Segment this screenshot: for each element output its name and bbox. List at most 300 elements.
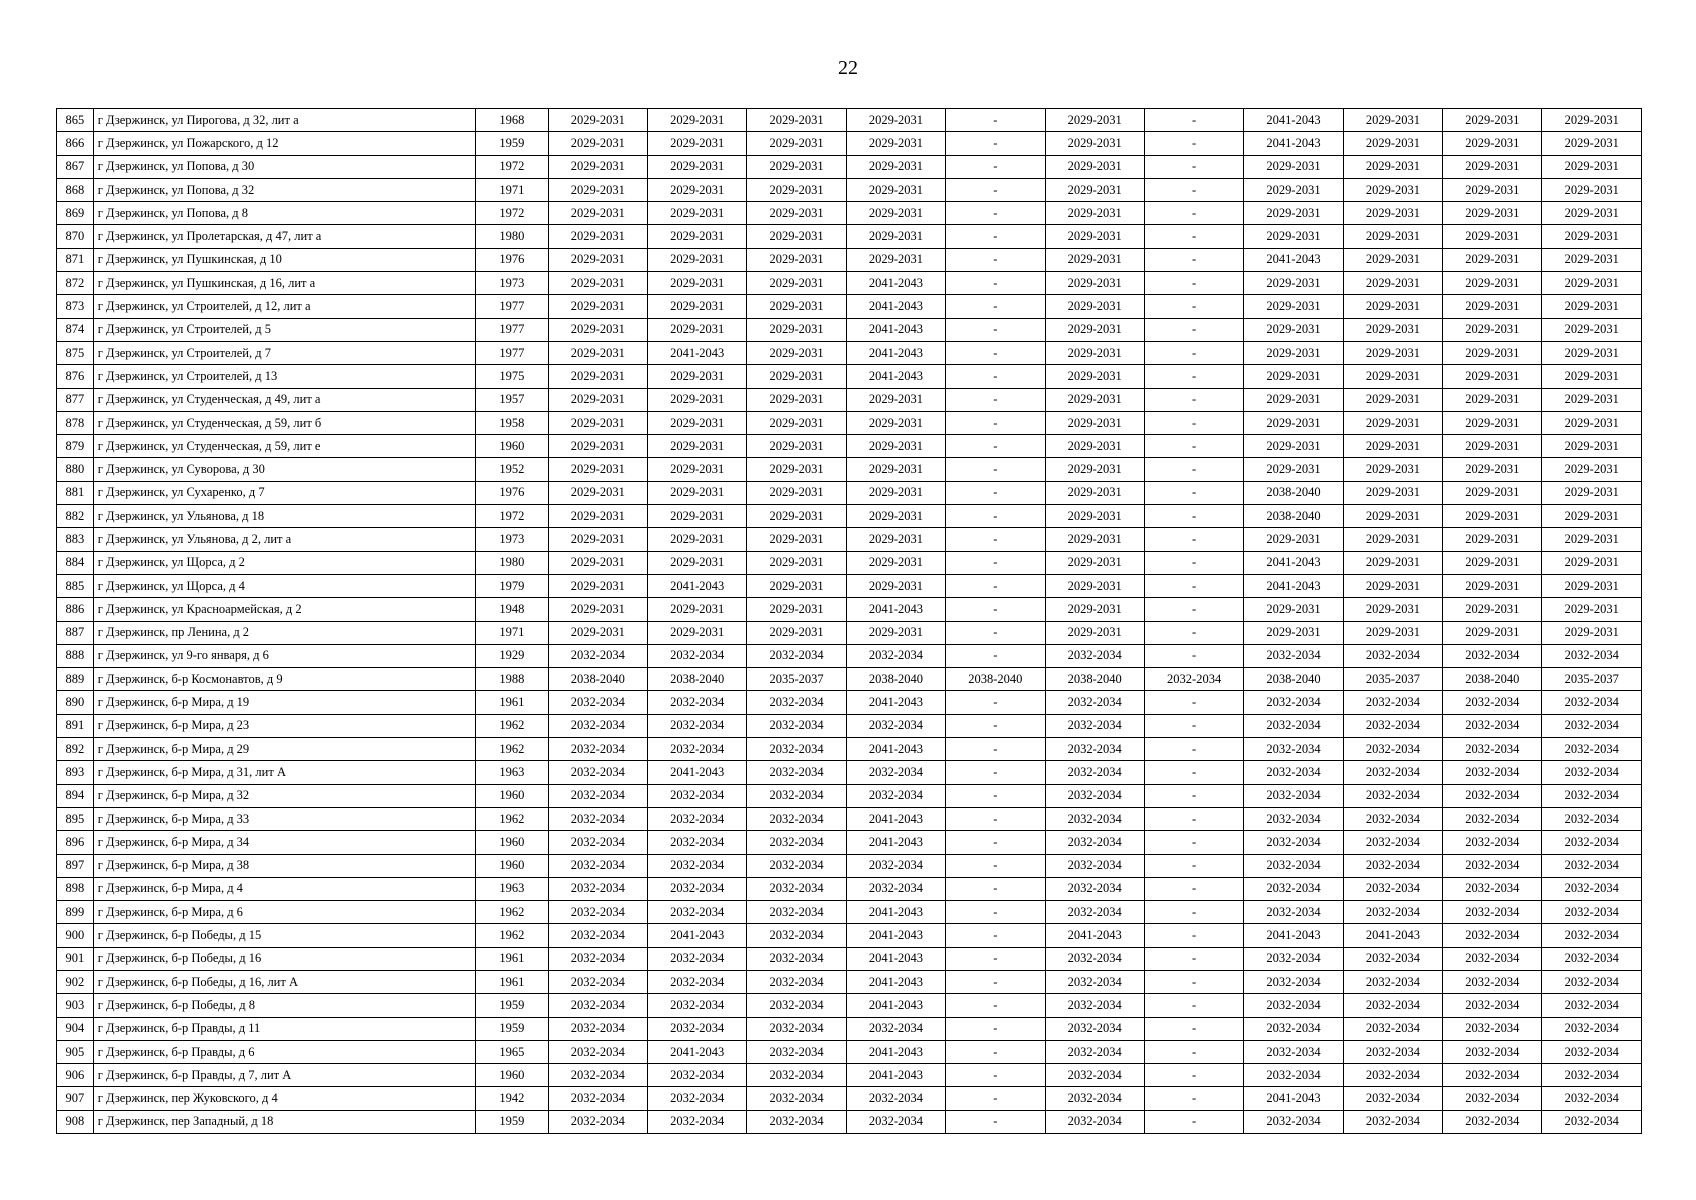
- cell-period-10: 2032-2034: [1443, 807, 1542, 830]
- cell-period-5: -: [946, 248, 1045, 271]
- cell-period-2: 2032-2034: [647, 1087, 746, 1110]
- cell-period-9: 2032-2034: [1343, 784, 1442, 807]
- cell-address: г Дзержинск, пер Западный, д 18: [93, 1110, 475, 1133]
- cell-period-10: 2029-2031: [1443, 248, 1542, 271]
- cell-period-9: 2029-2031: [1343, 388, 1442, 411]
- cell-period-8: 2032-2034: [1244, 970, 1343, 993]
- cell-period-10: 2029-2031: [1443, 155, 1542, 178]
- cell-address: г Дзержинск, ул Щорса, д 2: [93, 551, 475, 574]
- table-row: [57, 481, 1642, 504]
- cell-period-9: 2029-2031: [1343, 574, 1442, 597]
- cell-period-2: 2041-2043: [647, 1040, 746, 1063]
- cell-period-5: -: [946, 784, 1045, 807]
- cell-period-4: 2029-2031: [846, 225, 945, 248]
- cell-period-10: 2032-2034: [1443, 970, 1542, 993]
- cell-period-11: 2032-2034: [1542, 1040, 1642, 1063]
- cell-address: г Дзержинск, б-р Космонавтов, д 9: [93, 668, 475, 691]
- cell-period-1: 2029-2031: [548, 528, 647, 551]
- cell-period-10: 2029-2031: [1443, 295, 1542, 318]
- table-row: [57, 784, 1642, 807]
- cell-period-8: 2041-2043: [1244, 132, 1343, 155]
- cell-period-8: 2029-2031: [1244, 458, 1343, 481]
- cell-row-number: 878: [57, 411, 94, 434]
- cell-period-4: 2032-2034: [846, 1017, 945, 1040]
- cell-period-4: 2041-2043: [846, 994, 945, 1017]
- cell-period-11: 2035-2037: [1542, 668, 1642, 691]
- cell-period-5: -: [946, 1040, 1045, 1063]
- cell-build-year: 1962: [476, 714, 548, 737]
- cell-row-number: 902: [57, 970, 94, 993]
- cell-period-8: 2032-2034: [1244, 644, 1343, 667]
- cell-period-9: 2041-2043: [1343, 924, 1442, 947]
- cell-period-2: 2029-2031: [647, 388, 746, 411]
- cell-period-8: 2041-2043: [1244, 924, 1343, 947]
- cell-period-7: -: [1144, 947, 1243, 970]
- cell-build-year: 1957: [476, 388, 548, 411]
- cell-period-5: -: [946, 574, 1045, 597]
- cell-period-10: 2029-2031: [1443, 598, 1542, 621]
- cell-period-3: 2029-2031: [747, 505, 846, 528]
- cell-period-1: 2032-2034: [548, 1087, 647, 1110]
- cell-period-5: -: [946, 551, 1045, 574]
- cell-period-1: 2029-2031: [548, 318, 647, 341]
- cell-period-8: 2032-2034: [1244, 761, 1343, 784]
- cell-row-number: 875: [57, 341, 94, 364]
- cell-period-5: -: [946, 435, 1045, 458]
- cell-period-7: -: [1144, 225, 1243, 248]
- cell-row-number: 882: [57, 505, 94, 528]
- cell-build-year: 1959: [476, 994, 548, 1017]
- cell-period-11: 2032-2034: [1542, 1017, 1642, 1040]
- cell-period-4: 2032-2034: [846, 1087, 945, 1110]
- cell-period-4: 2041-2043: [846, 924, 945, 947]
- cell-period-9: 2032-2034: [1343, 761, 1442, 784]
- table-row: [57, 854, 1642, 877]
- cell-period-10: 2029-2031: [1443, 318, 1542, 341]
- cell-period-11: 2032-2034: [1542, 854, 1642, 877]
- cell-period-6: 2029-2031: [1045, 551, 1144, 574]
- cell-period-7: -: [1144, 341, 1243, 364]
- cell-row-number: 866: [57, 132, 94, 155]
- table-row: [57, 598, 1642, 621]
- cell-row-number: 900: [57, 924, 94, 947]
- cell-period-6: 2032-2034: [1045, 901, 1144, 924]
- cell-period-9: 2032-2034: [1343, 691, 1442, 714]
- cell-build-year: 1963: [476, 877, 548, 900]
- cell-build-year: 1972: [476, 155, 548, 178]
- cell-period-7: -: [1144, 272, 1243, 295]
- cell-period-3: 2032-2034: [747, 644, 846, 667]
- cell-row-number: 898: [57, 877, 94, 900]
- cell-period-9: 2032-2034: [1343, 714, 1442, 737]
- cell-period-2: 2029-2031: [647, 528, 746, 551]
- cell-period-6: 2032-2034: [1045, 1040, 1144, 1063]
- cell-period-4: 2029-2031: [846, 481, 945, 504]
- cell-period-5: -: [946, 901, 1045, 924]
- cell-address: г Дзержинск, пер Жуковского, д 4: [93, 1087, 475, 1110]
- cell-period-3: 2032-2034: [747, 854, 846, 877]
- cell-period-10: 2032-2034: [1443, 1017, 1542, 1040]
- cell-period-9: 2029-2031: [1343, 109, 1442, 132]
- table-row: [57, 341, 1642, 364]
- cell-period-9: 2032-2034: [1343, 901, 1442, 924]
- cell-period-7: -: [1144, 854, 1243, 877]
- cell-period-2: 2032-2034: [647, 994, 746, 1017]
- cell-period-8: 2029-2031: [1244, 435, 1343, 458]
- cell-period-2: 2032-2034: [647, 1110, 746, 1133]
- cell-period-11: 2029-2031: [1542, 505, 1642, 528]
- cell-period-3: 2032-2034: [747, 901, 846, 924]
- cell-address: г Дзержинск, б-р Правды, д 11: [93, 1017, 475, 1040]
- cell-period-9: 2029-2031: [1343, 435, 1442, 458]
- cell-period-8: 2041-2043: [1244, 574, 1343, 597]
- cell-period-9: 2032-2034: [1343, 1017, 1442, 1040]
- cell-period-8: 2032-2034: [1244, 691, 1343, 714]
- cell-period-4: 2041-2043: [846, 1064, 945, 1087]
- cell-build-year: 1968: [476, 109, 548, 132]
- cell-period-2: 2032-2034: [647, 970, 746, 993]
- cell-address: г Дзержинск, ул 9-го января, д 6: [93, 644, 475, 667]
- cell-address: г Дзержинск, б-р Победы, д 8: [93, 994, 475, 1017]
- cell-period-5: -: [946, 598, 1045, 621]
- cell-period-4: 2032-2034: [846, 854, 945, 877]
- cell-period-5: -: [946, 854, 1045, 877]
- cell-period-3: 2032-2034: [747, 1017, 846, 1040]
- table-row: [57, 505, 1642, 528]
- cell-period-11: 2029-2031: [1542, 178, 1642, 201]
- cell-row-number: 871: [57, 248, 94, 271]
- cell-row-number: 895: [57, 807, 94, 830]
- cell-period-1: 2029-2031: [548, 155, 647, 178]
- cell-period-9: 2029-2031: [1343, 365, 1442, 388]
- cell-period-9: 2032-2034: [1343, 807, 1442, 830]
- cell-row-number: 893: [57, 761, 94, 784]
- cell-period-9: 2029-2031: [1343, 272, 1442, 295]
- cell-period-9: 2032-2034: [1343, 1110, 1442, 1133]
- cell-period-8: 2032-2034: [1244, 901, 1343, 924]
- cell-period-5: -: [946, 644, 1045, 667]
- cell-period-6: 2029-2031: [1045, 388, 1144, 411]
- cell-period-10: 2032-2034: [1443, 761, 1542, 784]
- cell-row-number: 881: [57, 481, 94, 504]
- cell-period-3: 2032-2034: [747, 714, 846, 737]
- table-row: [57, 901, 1642, 924]
- cell-period-3: 2029-2031: [747, 481, 846, 504]
- cell-period-4: 2029-2031: [846, 411, 945, 434]
- cell-period-7: -: [1144, 109, 1243, 132]
- cell-period-7: -: [1144, 551, 1243, 574]
- cell-period-7: -: [1144, 1064, 1243, 1087]
- table-row: [57, 528, 1642, 551]
- cell-period-6: 2029-2031: [1045, 481, 1144, 504]
- table-row: [57, 738, 1642, 761]
- cell-period-9: 2029-2031: [1343, 248, 1442, 271]
- cell-address: г Дзержинск, б-р Мира, д 29: [93, 738, 475, 761]
- housing-registry-table: [56, 108, 1642, 1134]
- cell-period-3: 2032-2034: [747, 1110, 846, 1133]
- cell-period-6: 2032-2034: [1045, 947, 1144, 970]
- cell-build-year: 1976: [476, 248, 548, 271]
- cell-period-8: 2041-2043: [1244, 1087, 1343, 1110]
- cell-period-6: 2029-2031: [1045, 458, 1144, 481]
- cell-row-number: 877: [57, 388, 94, 411]
- cell-period-4: 2041-2043: [846, 295, 945, 318]
- cell-period-2: 2029-2031: [647, 598, 746, 621]
- cell-period-10: 2032-2034: [1443, 714, 1542, 737]
- cell-period-11: 2029-2031: [1542, 341, 1642, 364]
- table-row: [57, 388, 1642, 411]
- cell-period-5: -: [946, 831, 1045, 854]
- cell-address: г Дзержинск, ул Пирогова, д 32, лит а: [93, 109, 475, 132]
- cell-period-10: 2032-2034: [1443, 901, 1542, 924]
- cell-period-6: 2032-2034: [1045, 831, 1144, 854]
- cell-period-4: 2041-2043: [846, 691, 945, 714]
- cell-period-7: -: [1144, 970, 1243, 993]
- cell-period-2: 2032-2034: [647, 738, 746, 761]
- cell-period-10: 2032-2034: [1443, 947, 1542, 970]
- table-row: [57, 551, 1642, 574]
- cell-address: г Дзержинск, ул Пожарского, д 12: [93, 132, 475, 155]
- cell-row-number: 873: [57, 295, 94, 318]
- cell-period-11: 2032-2034: [1542, 1110, 1642, 1133]
- cell-period-2: 2029-2031: [647, 551, 746, 574]
- cell-address: г Дзержинск, б-р Победы, д 16, лит А: [93, 970, 475, 993]
- cell-period-9: 2029-2031: [1343, 598, 1442, 621]
- cell-period-8: 2029-2031: [1244, 621, 1343, 644]
- cell-period-2: 2029-2031: [647, 178, 746, 201]
- cell-row-number: 890: [57, 691, 94, 714]
- cell-period-8: 2032-2034: [1244, 877, 1343, 900]
- cell-period-5: -: [946, 994, 1045, 1017]
- cell-row-number: 896: [57, 831, 94, 854]
- cell-period-4: 2029-2031: [846, 132, 945, 155]
- cell-period-3: 2029-2031: [747, 341, 846, 364]
- cell-period-2: 2032-2034: [647, 831, 746, 854]
- cell-period-5: -: [946, 155, 1045, 178]
- cell-address: г Дзержинск, б-р Мира, д 31, лит А: [93, 761, 475, 784]
- cell-period-3: 2029-2031: [747, 272, 846, 295]
- cell-period-8: 2029-2031: [1244, 341, 1343, 364]
- cell-period-9: 2029-2031: [1343, 132, 1442, 155]
- cell-period-3: 2029-2031: [747, 411, 846, 434]
- cell-period-6: 2032-2034: [1045, 854, 1144, 877]
- cell-period-6: 2041-2043: [1045, 924, 1144, 947]
- cell-build-year: 1977: [476, 295, 548, 318]
- cell-build-year: 1977: [476, 318, 548, 341]
- cell-period-7: -: [1144, 1017, 1243, 1040]
- cell-row-number: 874: [57, 318, 94, 341]
- cell-period-7: -: [1144, 1110, 1243, 1133]
- cell-period-9: 2032-2034: [1343, 877, 1442, 900]
- table-row: [57, 574, 1642, 597]
- cell-period-9: 2032-2034: [1343, 644, 1442, 667]
- cell-period-2: 2029-2031: [647, 318, 746, 341]
- cell-period-8: 2029-2031: [1244, 528, 1343, 551]
- table-row: [57, 1040, 1642, 1063]
- cell-period-5: -: [946, 947, 1045, 970]
- cell-period-9: 2032-2034: [1343, 831, 1442, 854]
- cell-address: г Дзержинск, ул Попова, д 8: [93, 202, 475, 225]
- cell-period-8: 2032-2034: [1244, 831, 1343, 854]
- table-row: [57, 1110, 1642, 1133]
- cell-row-number: 879: [57, 435, 94, 458]
- cell-period-6: 2029-2031: [1045, 109, 1144, 132]
- cell-period-1: 2029-2031: [548, 109, 647, 132]
- cell-row-number: 899: [57, 901, 94, 924]
- cell-period-1: 2038-2040: [548, 668, 647, 691]
- cell-period-7: -: [1144, 155, 1243, 178]
- table-row: [57, 109, 1642, 132]
- cell-period-3: 2029-2031: [747, 388, 846, 411]
- cell-period-1: 2029-2031: [548, 272, 647, 295]
- cell-row-number: 885: [57, 574, 94, 597]
- cell-period-2: 2032-2034: [647, 854, 746, 877]
- cell-period-6: 2032-2034: [1045, 1087, 1144, 1110]
- cell-address: г Дзержинск, ул Пролетарская, д 47, лит а: [93, 225, 475, 248]
- cell-period-3: 2029-2031: [747, 225, 846, 248]
- cell-period-1: 2029-2031: [548, 341, 647, 364]
- cell-address: г Дзержинск, б-р Победы, д 16: [93, 947, 475, 970]
- cell-period-1: 2032-2034: [548, 714, 647, 737]
- cell-period-7: -: [1144, 505, 1243, 528]
- cell-address: г Дзержинск, б-р Мира, д 34: [93, 831, 475, 854]
- cell-period-3: 2029-2031: [747, 132, 846, 155]
- cell-period-4: 2041-2043: [846, 318, 945, 341]
- cell-period-1: 2032-2034: [548, 924, 647, 947]
- cell-period-2: 2029-2031: [647, 295, 746, 318]
- cell-period-7: -: [1144, 318, 1243, 341]
- table-row: [57, 155, 1642, 178]
- table-row: [57, 1064, 1642, 1087]
- cell-period-11: 2029-2031: [1542, 574, 1642, 597]
- cell-build-year: 1952: [476, 458, 548, 481]
- cell-period-3: 2029-2031: [747, 155, 846, 178]
- cell-build-year: 1960: [476, 854, 548, 877]
- cell-period-11: 2029-2031: [1542, 202, 1642, 225]
- cell-build-year: 1960: [476, 1064, 548, 1087]
- cell-period-3: 2029-2031: [747, 621, 846, 644]
- cell-period-10: 2032-2034: [1443, 691, 1542, 714]
- cell-period-1: 2029-2031: [548, 132, 647, 155]
- cell-period-6: 2029-2031: [1045, 248, 1144, 271]
- cell-period-1: 2032-2034: [548, 807, 647, 830]
- cell-row-number: 906: [57, 1064, 94, 1087]
- cell-period-7: -: [1144, 598, 1243, 621]
- cell-period-4: 2029-2031: [846, 178, 945, 201]
- cell-build-year: 1976: [476, 481, 548, 504]
- cell-build-year: 1980: [476, 551, 548, 574]
- cell-period-3: 2032-2034: [747, 784, 846, 807]
- cell-period-2: 2029-2031: [647, 225, 746, 248]
- cell-period-9: 2029-2031: [1343, 155, 1442, 178]
- cell-build-year: 1979: [476, 574, 548, 597]
- cell-period-3: 2029-2031: [747, 574, 846, 597]
- cell-period-6: 2032-2034: [1045, 761, 1144, 784]
- cell-period-1: 2029-2031: [548, 365, 647, 388]
- cell-period-10: 2032-2034: [1443, 994, 1542, 1017]
- cell-period-7: -: [1144, 621, 1243, 644]
- cell-build-year: 1962: [476, 924, 548, 947]
- cell-period-2: 2032-2034: [647, 1017, 746, 1040]
- cell-address: г Дзержинск, ул Суворова, д 30: [93, 458, 475, 481]
- cell-period-4: 2041-2043: [846, 738, 945, 761]
- cell-period-10: 2032-2034: [1443, 738, 1542, 761]
- table-row: [57, 411, 1642, 434]
- cell-period-5: -: [946, 458, 1045, 481]
- cell-period-7: -: [1144, 202, 1243, 225]
- cell-row-number: 886: [57, 598, 94, 621]
- cell-period-4: 2041-2043: [846, 901, 945, 924]
- cell-row-number: 880: [57, 458, 94, 481]
- cell-period-10: 2029-2031: [1443, 132, 1542, 155]
- cell-build-year: 1988: [476, 668, 548, 691]
- cell-period-7: -: [1144, 738, 1243, 761]
- cell-period-5: -: [946, 202, 1045, 225]
- cell-row-number: 870: [57, 225, 94, 248]
- cell-build-year: 1942: [476, 1087, 548, 1110]
- cell-period-8: 2038-2040: [1244, 505, 1343, 528]
- cell-period-10: 2029-2031: [1443, 551, 1542, 574]
- cell-period-1: 2032-2034: [548, 644, 647, 667]
- cell-address: г Дзержинск, ул Строителей, д 12, лит а: [93, 295, 475, 318]
- cell-period-10: 2029-2031: [1443, 341, 1542, 364]
- cell-period-2: 2032-2034: [647, 807, 746, 830]
- cell-period-10: 2032-2034: [1443, 1064, 1542, 1087]
- cell-period-7: -: [1144, 714, 1243, 737]
- cell-period-11: 2029-2031: [1542, 388, 1642, 411]
- table-row: [57, 761, 1642, 784]
- cell-period-8: 2029-2031: [1244, 225, 1343, 248]
- cell-period-4: 2032-2034: [846, 714, 945, 737]
- cell-row-number: 905: [57, 1040, 94, 1063]
- cell-period-11: 2029-2031: [1542, 318, 1642, 341]
- cell-period-9: 2029-2031: [1343, 505, 1442, 528]
- cell-period-3: 2029-2031: [747, 528, 846, 551]
- cell-period-10: 2029-2031: [1443, 435, 1542, 458]
- cell-period-3: 2029-2031: [747, 295, 846, 318]
- cell-period-10: 2032-2034: [1443, 924, 1542, 947]
- cell-period-11: 2032-2034: [1542, 738, 1642, 761]
- cell-period-6: 2032-2034: [1045, 691, 1144, 714]
- cell-build-year: 1948: [476, 598, 548, 621]
- cell-period-3: 2035-2037: [747, 668, 846, 691]
- cell-period-3: 2032-2034: [747, 1040, 846, 1063]
- cell-period-9: 2032-2034: [1343, 738, 1442, 761]
- cell-period-6: 2032-2034: [1045, 738, 1144, 761]
- cell-period-1: 2029-2031: [548, 178, 647, 201]
- cell-period-9: 2029-2031: [1343, 528, 1442, 551]
- cell-period-9: 2029-2031: [1343, 551, 1442, 574]
- cell-address: г Дзержинск, ул Ульянова, д 2, лит а: [93, 528, 475, 551]
- cell-address: г Дзержинск, б-р Правды, д 7, лит А: [93, 1064, 475, 1087]
- cell-period-8: 2029-2031: [1244, 388, 1343, 411]
- cell-period-3: 2032-2034: [747, 970, 846, 993]
- cell-address: г Дзержинск, б-р Мира, д 23: [93, 714, 475, 737]
- cell-period-5: -: [946, 411, 1045, 434]
- cell-period-1: 2032-2034: [548, 738, 647, 761]
- cell-period-8: 2029-2031: [1244, 155, 1343, 178]
- cell-period-5: -: [946, 924, 1045, 947]
- cell-period-6: 2029-2031: [1045, 574, 1144, 597]
- cell-period-4: 2038-2040: [846, 668, 945, 691]
- cell-period-10: 2038-2040: [1443, 668, 1542, 691]
- cell-build-year: 1929: [476, 644, 548, 667]
- cell-period-3: 2029-2031: [747, 178, 846, 201]
- table-row: [57, 668, 1642, 691]
- cell-address: г Дзержинск, ул Строителей, д 7: [93, 341, 475, 364]
- cell-period-1: 2032-2034: [548, 994, 647, 1017]
- cell-period-9: 2032-2034: [1343, 970, 1442, 993]
